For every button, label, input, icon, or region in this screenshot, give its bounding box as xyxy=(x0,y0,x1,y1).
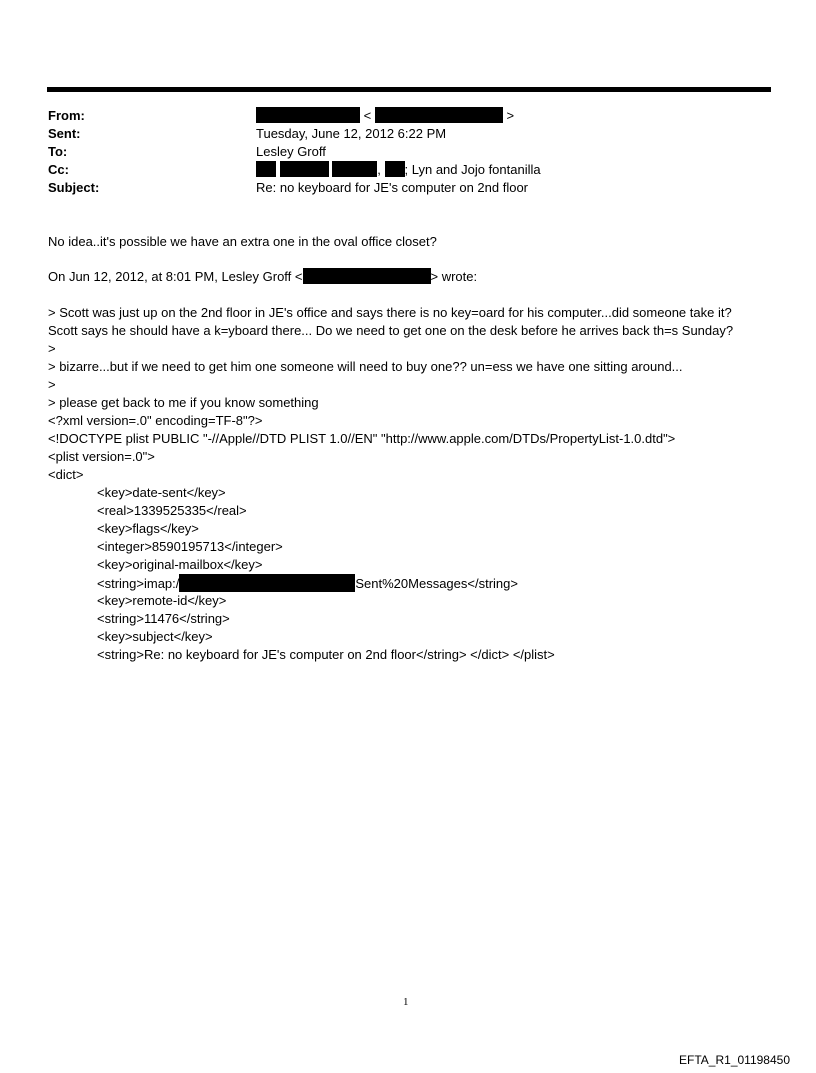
quoted-line: > xyxy=(48,341,56,356)
plist-line: <key>flags</key> xyxy=(97,521,199,536)
cc-text: ; Lyn and Jojo fontanilla xyxy=(404,162,541,177)
redaction-box xyxy=(385,161,405,177)
plist-imap-line: <string>imap:/ Sent%20Messages</string> xyxy=(97,576,518,591)
cc-label: Cc: xyxy=(48,162,69,177)
to-row xyxy=(48,143,326,161)
plist-line: <dict> xyxy=(48,467,84,482)
subject-label: Subject: xyxy=(48,180,100,195)
redaction-box xyxy=(303,268,431,284)
plist-line: <string>Re: no keyboard for JE's computer on 2nd floor</string> </dict> </plist> xyxy=(97,647,555,662)
plist-line: <integer>8590195713</integer> xyxy=(97,539,283,554)
sent-row xyxy=(48,125,447,143)
bates-number: EFTA_R1_01198450 xyxy=(679,1053,790,1067)
redaction-box xyxy=(256,107,360,123)
to-value: Lesley Groff xyxy=(256,144,326,159)
redaction-box xyxy=(280,161,329,177)
quoted-line: > please get back to me if you know something xyxy=(48,395,319,410)
redaction-box xyxy=(256,161,276,177)
plist-line: <key>original-mailbox</key> xyxy=(97,557,263,572)
redaction-box xyxy=(332,161,377,177)
plist-line: <!DOCTYPE plist PUBLIC "-//Apple//DTD PLIST 1.0//EN" "http://www.apple.com/DTDs/PropertyList-1.0.dtd"> xyxy=(48,431,676,446)
page-number: 1 xyxy=(403,996,409,1008)
quoted-line: > bizarre...but if we need to get him one someone will need to buy one?? un=ess we have one sitting around... xyxy=(48,359,683,374)
cc-row xyxy=(48,161,541,179)
from-label: From: xyxy=(48,108,85,123)
header-rule xyxy=(47,87,771,92)
reply-text: No idea..it's possible we have an extra one in the oval office closet? xyxy=(48,234,437,249)
plist-line: <key>remote-id</key> xyxy=(97,593,227,608)
plist-line: <?xml version=.0" encoding=TF-8"?> xyxy=(48,413,263,428)
from-row xyxy=(48,107,515,125)
redaction-box xyxy=(375,107,503,123)
sent-label: Sent: xyxy=(48,126,81,141)
plist-line: <real>1339525335</real> xyxy=(97,503,247,518)
plist-line: <key>subject</key> xyxy=(97,629,213,644)
cc-value: , ; Lyn and Jojo fontanilla xyxy=(256,161,541,179)
plist-line: <key>date-sent</key> xyxy=(97,485,226,500)
sent-value: Tuesday, June 12, 2012 6:22 PM xyxy=(256,126,447,141)
subject-row xyxy=(48,179,529,197)
quoted-line: Scott says he should have a k=yboard there... Do we need to get one on the desk before he arrives back th=s Sunday? xyxy=(48,323,734,338)
from-value: < > xyxy=(256,107,514,125)
plist-line: <plist version=.0"> xyxy=(48,449,155,464)
to-label: To: xyxy=(48,144,68,159)
plist-line: <string>11476</string> xyxy=(97,611,230,626)
quote-intro: On Jun 12, 2012, at 8:01 PM, Lesley Groff < > wrote: xyxy=(48,269,478,284)
quoted-line: > xyxy=(48,377,56,392)
subject-value: Re: no keyboard for JE's computer on 2nd floor xyxy=(256,180,529,195)
redaction-box xyxy=(179,574,355,592)
quoted-line: > Scott was just up on the 2nd floor in JE's office and says there is no key=oard for his computer...did someone take it? xyxy=(48,305,732,320)
